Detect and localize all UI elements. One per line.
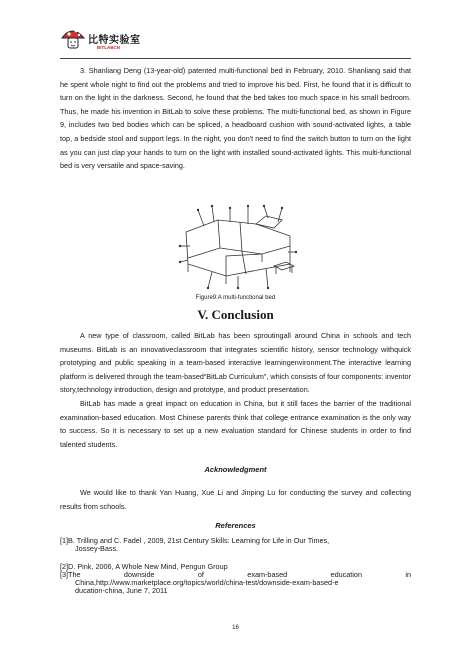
conclusion-paragraph-1: A new type of classroom, called BitLab has been sproutingall around China in schools and tech museums. BitLab is an innovativeclassroom that integrates scientific history, sensor technology withquick prototyping and public speaking in a team-based interactive learningenvironment.The interactive learning platform is delivered through the team-based“BitLab Curriculum”, which consists of four components: inventor story,technology introduction, design and prototype, and product presentation. bbox=[60, 331, 411, 395]
page-number: 16 bbox=[232, 625, 239, 631]
reference-1-line-1: [1]B. Trilling and C. Fadel , 2009, 21st Century Skills: Learning for Life in Our Times, bbox=[60, 536, 330, 545]
reference-3-word: in bbox=[405, 570, 411, 579]
acknowledgment-heading: Acknowledgment bbox=[204, 465, 267, 474]
paragraph-text: 3. Shanliang Deng (13-year-old) patented multi-functional bed in February, 2010. Shanliang said that he spent whole night to find out the problems and tried to improve his bed. First, he found that it is difficult to turn on the light in the darkness. Second, he found that the bed takes too much space in his small bedroom. Thus, he made his invention in BitLab to solve these problems. The multi-functional bed, as shown in Figure 9, includes two bed bodies which can be spliced, a headboard cushion with sound-activated lights, a table top, a bedside stool and support legs. In the night, you don't need to find the switch button to turn on the light as you can just clap your hands to turn on the light with installed sound-activated lights. This multi-functional bed is very versatile and space-saving. bbox=[60, 66, 411, 171]
reference-3-word: [3]The bbox=[60, 570, 81, 579]
header-rule bbox=[60, 58, 411, 59]
acknowledgment-body bbox=[60, 486, 411, 513]
reference-2-text: [2]D. Pink, 2006, A Whole New Mind, Pengun Group bbox=[60, 562, 228, 571]
reference-3-line-2: China,http://www.marketplace.org/topics/world/china-test/downside-exam-based-e bbox=[75, 577, 339, 587]
conclusion-body bbox=[60, 329, 411, 451]
reference-3-word: downside bbox=[123, 570, 155, 579]
reference-1-line-2: Jossey-Bass. bbox=[75, 543, 119, 553]
reference-3-word: of bbox=[197, 570, 204, 579]
logo-text: 比特实验室 bbox=[88, 35, 141, 46]
references-heading: References bbox=[215, 521, 256, 530]
reference-3 bbox=[60, 571, 411, 594]
reference-1 bbox=[60, 537, 411, 553]
logo-subtext: BITLABCN bbox=[97, 45, 120, 50]
reference-3-line-3: ducation-china, June 7, 2011 bbox=[75, 585, 168, 595]
figure-caption: Figure9:A multi-functional bed bbox=[195, 295, 276, 301]
multi-functional-bed-figure bbox=[178, 202, 298, 290]
reference-3-word: education bbox=[330, 570, 362, 579]
conclusion-paragraph-2: BitLab has made a great impact on education in China, but it still faces the barrier of the traditional examination-based education. Most Chinese parents think that college entrance examination is the only way to success. So it is necessary to set up a new evaluation standard for Chinese students in order to find talented students. bbox=[60, 398, 411, 449]
reference-3-word: exam-based bbox=[247, 570, 288, 579]
paragraph-invention-3 bbox=[60, 64, 411, 173]
acknowledgment-text: We would like to thank Yan Huang, Xue Li and Jinping Lu for conducting the survey and collecting results from schools. bbox=[60, 488, 411, 511]
section-title-conclusion: V. Conclusion bbox=[197, 307, 274, 322]
